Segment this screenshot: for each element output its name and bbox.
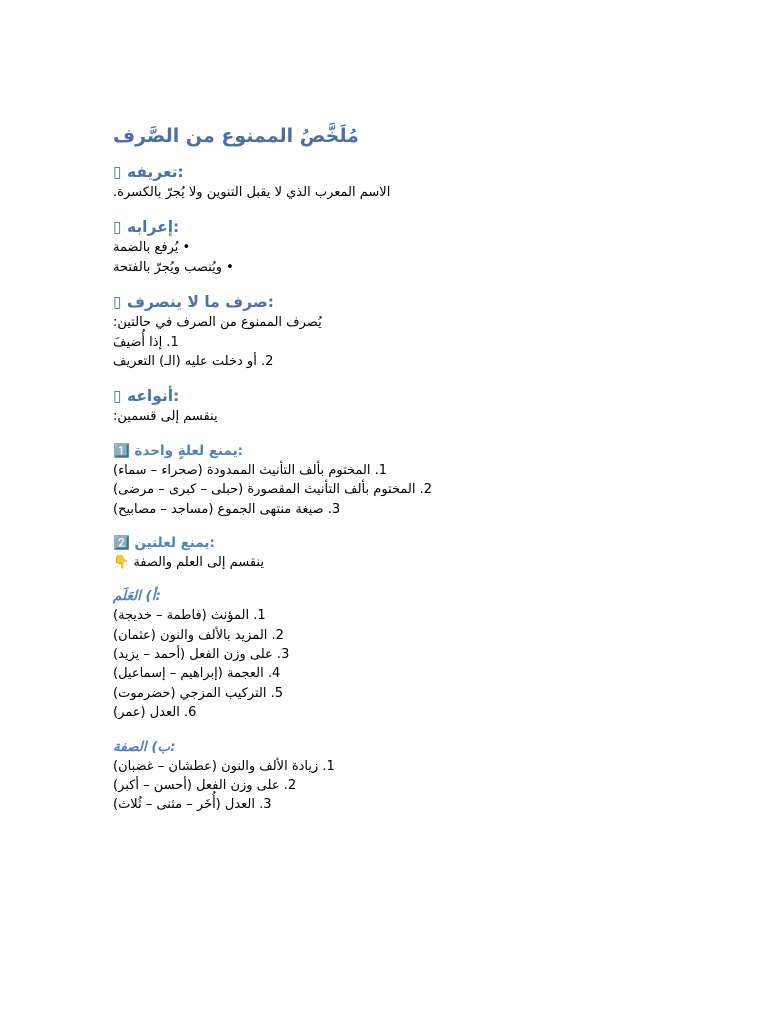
list-item: 2. أو دخلت عليه (الـ) التعريف [113,353,274,369]
section-two-causes [113,533,728,572]
list-item: 3. على وزن الفعل (أحمد – يزيد) [113,647,290,663]
subheading-one-cause: 1️⃣ يمنع لعلةٍ واحدة: [113,442,244,459]
section-heading-parsing: ▯ إعرابه: [113,218,180,237]
page-title: مُلَخَّصُ الممنوع من الصَّرف [113,125,359,147]
list-item: 1. المؤنث (فاطمة – خديجة) [113,608,266,624]
paragraph-text: ينقسم إلى العلم والصفة 👇 [113,554,264,570]
paragraph-text: ينقسم إلى قسمين: [113,409,218,425]
section-adjective [113,737,728,815]
list-item: 2. المزيد بالألف والنون (عثمان) [113,627,284,643]
section-one-cause [113,441,728,519]
section-types [113,385,728,426]
list-item: 2. على وزن الفعل (أحسن – أكبر) [113,778,297,794]
bullet-item: • ويُنصب ويُجرّ بالفتحة [113,259,234,275]
subheading-two-causes: 2️⃣ يمنع لعلتين: [113,534,215,551]
list-item: 3. العدل (أُخَر – مثنى – ثُلاث) [113,797,272,813]
bullet-item: • يُرفع بالضمة [113,240,191,256]
subheading-proper-noun: أ) العَلَم: [113,588,161,605]
section-heading-definition: ▯ تعريفه: [113,163,184,181]
section-conversion [113,291,728,371]
section-heading-types: ▯ أنواعه: [113,387,180,406]
section-proper-noun [113,586,728,722]
list-item: 3. صيغة منتهى الجموع (مساجد – مصابيح) [113,501,341,517]
list-item: 4. العجمة (إبراهيم – إسماعيل) [113,666,281,682]
list-item: 6. العدل (عمر) [113,705,197,721]
list-item: 1. المختوم بألف التأنيث الممدودة (صحراء – سماء) [113,462,388,478]
subheading-adjective: ب) الصفة: [113,738,176,755]
list-item: 5. التركيب المزجي (حضرموت) [113,685,284,701]
list-item: 2. المختوم بألف التأنيث المقصورة (حبلى – كبرى – مرضى) [113,482,432,498]
section-heading-conversion: ▯ صرف ما لا ينصرف: [113,293,274,312]
section-parsing [113,216,728,277]
definition-text: الاسم المعرب الذي لا يقبل التنوين ولا يُجرّ بالكسرة. [113,185,391,200]
paragraph-text: يُصرف الممنوع من الصرف في حالتين: [113,315,322,331]
list-item: 1. زيادة الألف والنون (عطشان – غضبان) [113,758,335,774]
section-definition [113,161,728,202]
list-item: 1. إذا أُضيفَ [113,334,179,350]
